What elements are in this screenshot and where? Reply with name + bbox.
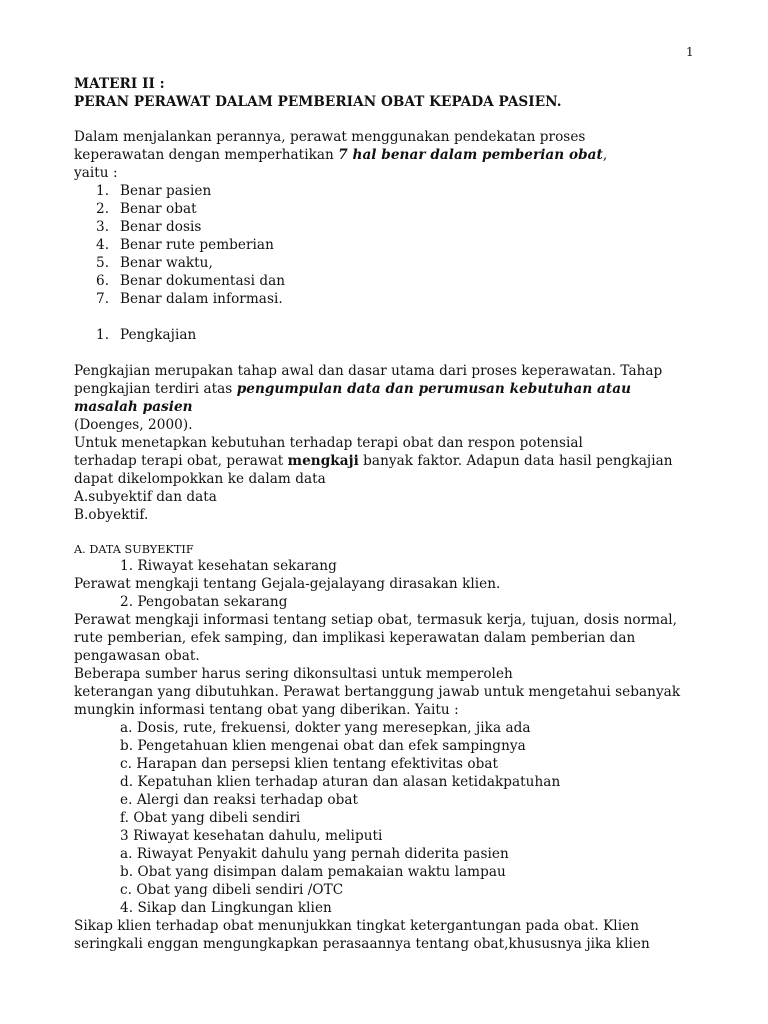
list-item: d. Kepatuhan klien terhadap aturan dan alasan ketidakpatuhan <box>120 774 561 790</box>
subyektif-item-3: 3 Riwayat kesehatan dahulu, meliputi <box>120 828 383 844</box>
subyektif-item-2-line-6: mungkin informasi tentang obat yang diberikan. Yaitu : <box>74 702 459 718</box>
list-item: 1. Benar pasien <box>96 183 212 199</box>
intro-line-3: yaitu : <box>74 165 118 181</box>
pengkajian-p2-line-5: B.obyektif. <box>74 507 149 523</box>
list-item: 6. Benar dokumentasi dan <box>96 273 286 289</box>
list-item: 2. Benar obat <box>96 201 197 217</box>
list-item: f. Obat yang dibeli sendiri <box>120 810 301 826</box>
intro-line-1: Dalam menjalankan perannya, perawat menggunakan pendekatan proses <box>74 129 586 145</box>
intro-emphasis: 7 hal benar dalam pemberian obat <box>338 147 603 163</box>
list-item: c. Obat yang dibeli sendiri /OTC <box>120 882 344 898</box>
list-item: b. Obat yang disimpan dalam pemakaian waktu lampau <box>120 864 506 880</box>
subyektif-item-4-line-2: seringkali enggan mengungkapkan perasaannya tentang obat,khususnya jika klien <box>74 936 650 952</box>
heading-title: PERAN PERAWAT DALAM PEMBERIAN OBAT KEPADA PASIEN. <box>74 94 562 110</box>
section-pengkajian-heading: 1. Pengkajian <box>96 327 197 343</box>
list-item: 3. Benar dosis <box>96 219 202 235</box>
pengkajian-line-3: masalah pasien <box>74 399 193 415</box>
list-item: c. Harapan dan persepsi klien tentang efektivitas obat <box>120 756 499 772</box>
page-number: 1 <box>686 45 694 59</box>
mengkaji-bold: mengkaji <box>287 453 359 469</box>
subyektif-item-4-line-1: Sikap klien terhadap obat menunjukkan tingkat ketergantungan pada obat. Klien <box>74 918 639 934</box>
list-item: a. Riwayat Penyakit dahulu yang pernah diderita pasien <box>120 846 509 862</box>
list-item: b. Pengetahuan klien mengenai obat dan efek sampingnya <box>120 738 526 754</box>
subyektif-item-1-text: Perawat mengkaji tentang Gejala-gejalayang dirasakan klien. <box>74 576 501 592</box>
heading-materi: MATERI II : <box>74 76 165 92</box>
pengkajian-line-2: pengkajian terdiri atas pengumpulan data dan perumusan kebutuhan atau <box>74 381 632 397</box>
subyektif-item-2-line-4: Beberapa sumber harus sering dikonsultasi untuk memperoleh <box>74 666 513 682</box>
intro-line-2: keperawatan dengan memperhatikan 7 hal benar dalam pemberian obat, <box>74 147 608 163</box>
pengkajian-p2-line-4: A.subyektif dan data <box>74 489 217 505</box>
list-item: 7. Benar dalam informasi. <box>96 291 283 307</box>
pengkajian-emphasis: pengumpulan data dan perumusan kebutuhan atau <box>236 381 632 397</box>
subyektif-item-2-line-2: rute pemberian, efek samping, dan implikasi keperawatan dalam pemberian dan <box>74 630 636 646</box>
subyektif-item-2-line-1: Perawat mengkaji informasi tentang setiap obat, termasuk kerja, tujuan, dosis normal, <box>74 612 678 628</box>
pengkajian-p2-line-1: Untuk menetapkan kebutuhan terhadap terapi obat dan respon potensial <box>74 435 583 451</box>
pengkajian-citation: (Doenges, 2000). <box>74 417 193 433</box>
list-item: e. Alergi dan reaksi terhadap obat <box>120 792 359 808</box>
pengkajian-p2-line-3: dapat dikelompokkan ke dalam data <box>74 471 326 487</box>
subyektif-item-1: 1. Riwayat kesehatan sekarang <box>120 558 337 574</box>
list-item: 5. Benar waktu, <box>96 255 213 271</box>
subyektif-item-4: 4. Sikap dan Lingkungan klien <box>120 900 332 916</box>
subyektif-item-2-line-5: keterangan yang dibutuhkan. Perawat bertanggung jawab untuk mengetahui sebanyak <box>74 684 681 700</box>
pengkajian-line-1: Pengkajian merupakan tahap awal dan dasar utama dari proses keperawatan. Tahap <box>74 363 663 379</box>
subyektif-item-2: 2. Pengobatan sekarang <box>120 594 288 610</box>
list-item: a. Dosis, rute, frekuensi, dokter yang meresepkan, jika ada <box>120 720 531 736</box>
pengkajian-p2-line-2: terhadap terapi obat, perawat mengkaji banyak faktor. Adapun data hasil pengkajian <box>74 453 673 469</box>
list-item: 4. Benar rute pemberian <box>96 237 274 253</box>
data-subyektif-title: A. DATA SUBYEKTIF <box>74 543 194 556</box>
subyektif-item-2-line-3: pengawasan obat. <box>74 648 200 664</box>
